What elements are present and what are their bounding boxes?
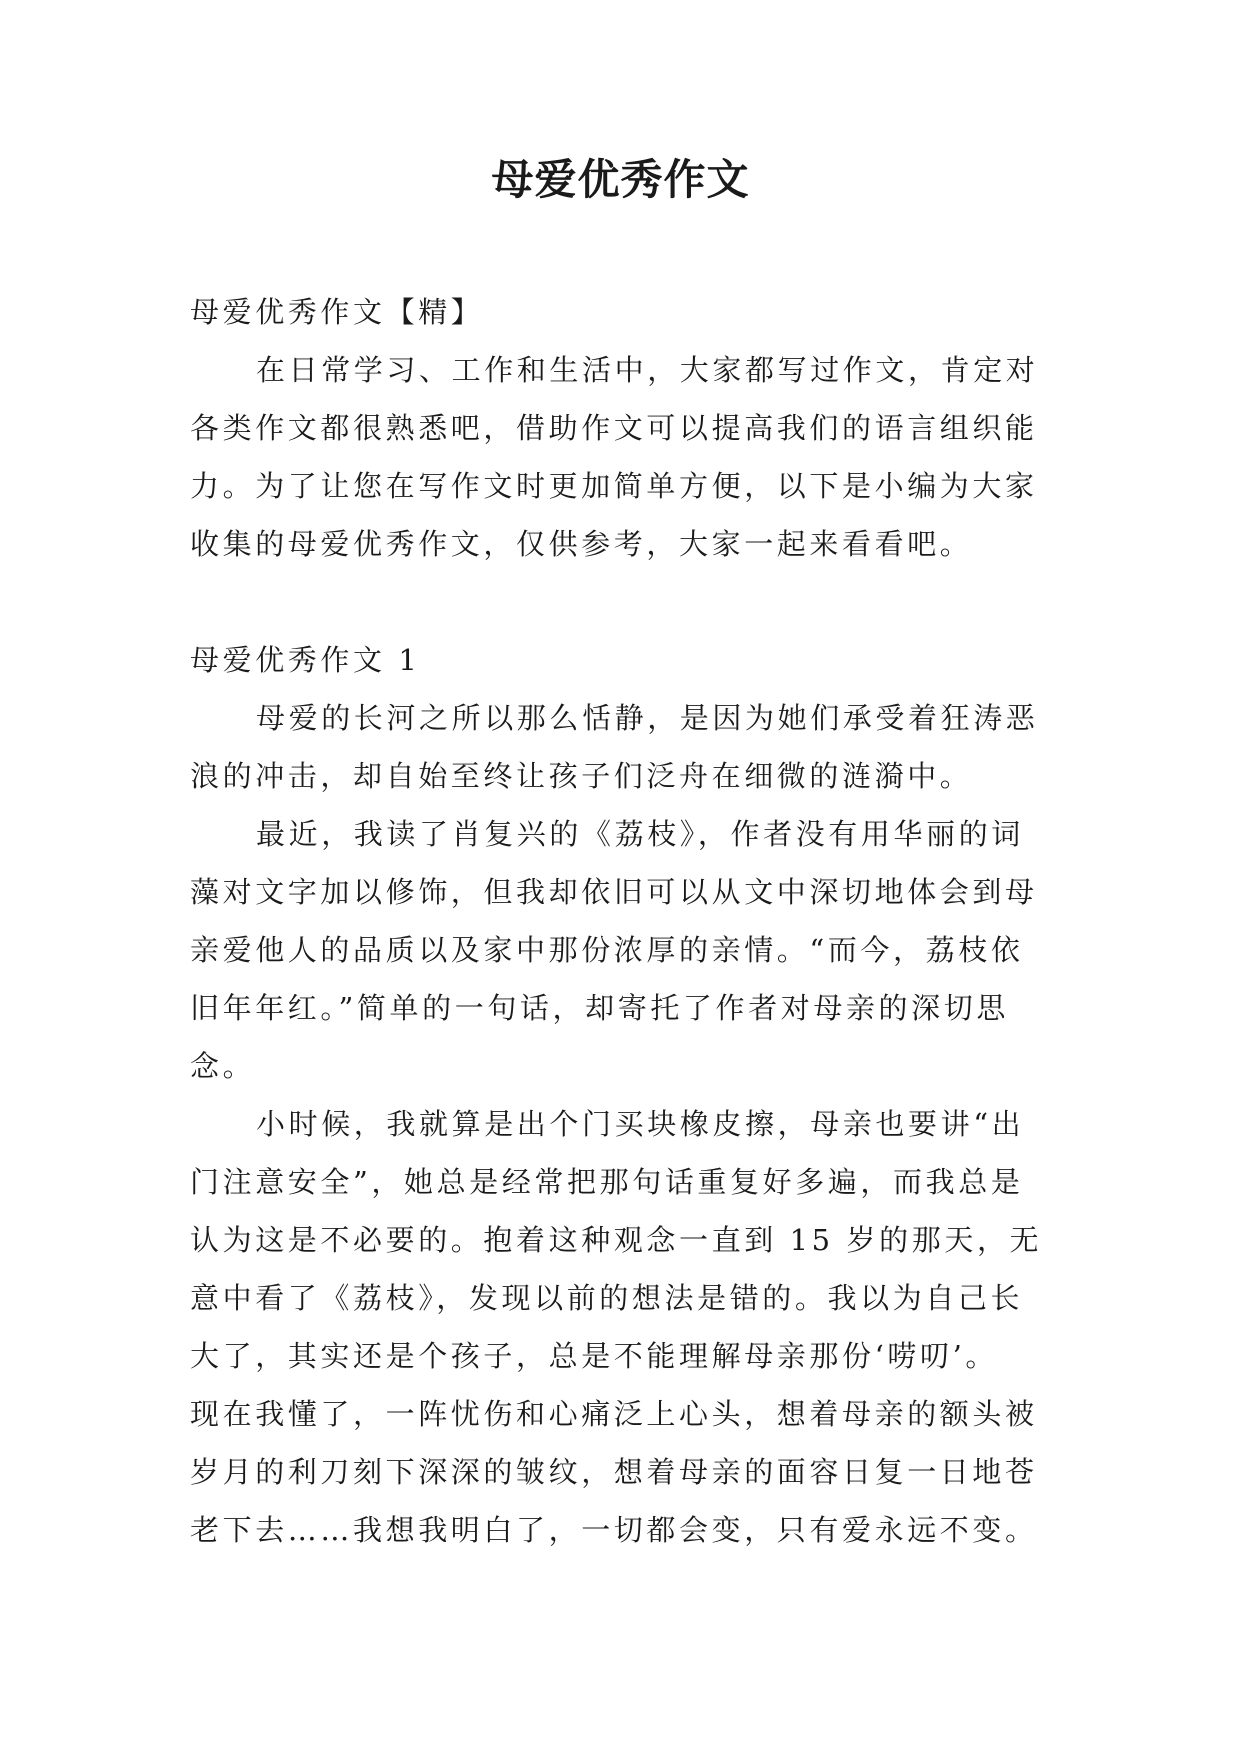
intro-line: 在日常学习、工作和生活中，大家都写过作文，肯定对 (256, 353, 1039, 387)
paragraph-line: 亲爱他人的品质以及家中那份浓厚的亲情。“而今，荔枝依 (190, 933, 1024, 967)
paragraph-line: 认为这是不必要的。抱着这种观念一直到 15 岁的那天，无 (190, 1223, 1043, 1257)
document-body (190, 283, 1060, 1559)
paragraph-line: 旧年年红。”简单的一句话，却寄托了作者对母亲的深切思 (190, 991, 1009, 1025)
essay-heading: 母爱优秀作文 1 (190, 643, 421, 677)
paragraph-line: 母爱的长河之所以那么恬静，是因为她们承受着狂涛恶 (256, 701, 1039, 735)
paragraph-line: 浪的冲击，却自始至终让孩子们泛舟在细微的涟漪中。 (190, 759, 973, 793)
paragraph-1 (190, 689, 1060, 805)
paragraph-line: 门注意安全”，她总是经常把那句话重复好多遍，而我总是 (190, 1165, 1024, 1199)
document-title: 母爱优秀作文 (491, 155, 750, 204)
paragraph-line: 小时候，我就算是出个门买块橡皮擦，母亲也要讲“出 (256, 1107, 1025, 1141)
intro-line: 各类作文都很熟悉吧，借助作文可以提高我们的语言组织能 (190, 411, 1038, 445)
paragraph-line: 现在我懂了，一阵忧伤和心痛泛上心头，想着母亲的额头被 (190, 1397, 1038, 1431)
intro-heading: 母爱优秀作文【精】 (190, 295, 484, 329)
paragraph-3 (190, 1095, 1060, 1559)
paragraph-2 (190, 805, 1060, 1095)
paragraph-line: 岁月的利刀刻下深深的皱纹，想着母亲的面容日复一日地苍 (190, 1455, 1038, 1489)
intro-line: 收集的母爱优秀作文，仅供参考，大家一起来看看吧。 (190, 527, 973, 561)
paragraph-line: 老下去……我想我明白了，一切都会变，只有爱永远不变。 (190, 1513, 1038, 1547)
intro-paragraph (190, 341, 1060, 573)
paragraph-line: 最近，我读了肖复兴的《荔枝》，作者没有用华丽的词 (256, 817, 1024, 851)
intro-line: 力。为了让您在写作文时更加简单方便，以下是小编为大家 (190, 469, 1038, 503)
paragraph-line: 意中看了《荔枝》，发现以前的想法是错的。我以为自己长 (190, 1281, 1024, 1315)
paragraph-line: 念。 (190, 1049, 256, 1083)
paragraph-line: 藻对文字加以修饰，但我却依旧可以从文中深切地体会到母 (190, 875, 1038, 909)
paragraph-line: 大了，其实还是个孩子，总是不能理解母亲那份‘唠叨’。 (190, 1339, 999, 1373)
